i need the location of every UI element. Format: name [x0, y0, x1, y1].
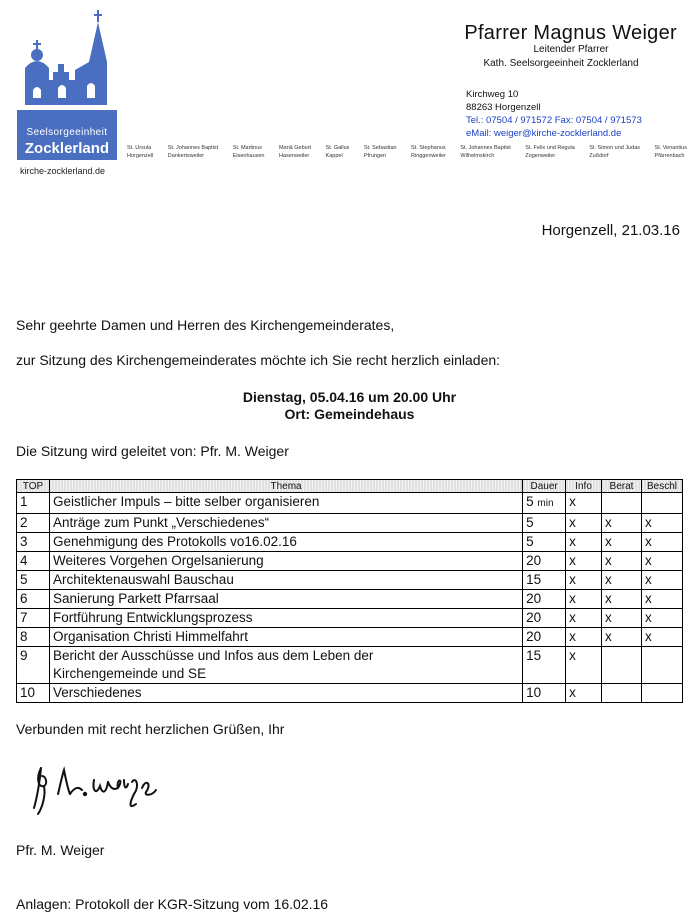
- table-header-row: [17, 480, 683, 493]
- parish-list: [127, 144, 687, 160]
- parish-item: St. Johannes Baptist Wilhelmskirch: [460, 145, 511, 159]
- logo-line2: Zocklerland: [24, 140, 110, 157]
- address-email[interactable]: eMail: weiger@kirche-zocklerland.de: [466, 128, 622, 139]
- table-row: 2 Anträge zum Punkt „Verschiedenes“ 5 x x x: [17, 514, 683, 533]
- sender-org: Kath. Seelsorgeeinheit Zocklerland: [483, 58, 639, 69]
- address-phone: Tel.: 07504 / 971572 Fax: 07504 / 971573: [466, 115, 642, 126]
- col-header-dauer: Dauer: [523, 480, 566, 493]
- letter-date: Horgenzell, 21.03.16: [541, 222, 680, 239]
- agenda-table: [16, 479, 683, 703]
- table-row: 1 Geistlicher Impuls – bitte selber organisieren 5 min x: [17, 493, 683, 514]
- table-row: 6 Sanierung Parkett Pfarrsaal 20 x x x: [17, 590, 683, 609]
- attachments: Anlagen: Protokoll der KGR-Sitzung vom 16.02.16: [16, 896, 329, 912]
- col-header-info: Info: [566, 480, 602, 493]
- invitation-text: zur Sitzung des Kirchengemeinderates möchte ich Sie recht herzlich einladen:: [16, 352, 501, 368]
- address-city: 88263 Horgenzell: [466, 102, 541, 113]
- table-row: 3 Genehmigung des Protokolls vo16.02.16 5 x x x: [17, 533, 683, 552]
- salutation: Sehr geehrte Damen und Herren des Kirchengemeinderates,: [16, 317, 395, 333]
- parish-item: St. Gallus Kappel: [325, 145, 350, 159]
- table-row: 7 Fortführung Entwicklungsprozess 20 x x x: [17, 609, 683, 628]
- sender-name: Pfarrer Magnus Weiger: [464, 22, 677, 44]
- sender-address: [466, 88, 642, 140]
- parish-item: Mariä Geburt Hasenweiler: [278, 145, 312, 159]
- parish-item: St. Simon und Judas Zußdorf: [589, 145, 641, 159]
- table-row: 4 Weiteres Vorgehen Orgelsanierung 20 x x x: [17, 552, 683, 571]
- sender-role: Leitender Pfarrer: [533, 44, 609, 55]
- col-header-thema: Thema: [49, 480, 522, 493]
- parish-item: St. Stephanus Ringgenweiler: [411, 145, 446, 159]
- meeting-datetime: Dienstag, 05.04.16 um 20.00 Uhr: [242, 389, 457, 405]
- table-row: 10 Verschiedenes 10 x: [17, 684, 683, 703]
- parish-item: St. Ursula Horgenzell: [127, 145, 154, 159]
- parish-item: St. Sebastian Pfrungen: [363, 145, 397, 159]
- logo-url: kirche-zocklerland.de: [20, 166, 106, 176]
- address-street: Kirchweg 10: [466, 89, 519, 100]
- table-row: 8 Organisation Christi Himmelfahrt 20 x x x: [17, 628, 683, 647]
- table-row: 9 Bericht der Ausschüsse und Infos aus dem Leben der Kirchengemeinde und SE 15 x: [17, 647, 683, 684]
- parish-item: St. Martinus Eisenhausen: [232, 145, 265, 159]
- parish-item: St. Venantius Pfärrenbach: [654, 145, 687, 159]
- handwritten-signature: [28, 764, 162, 816]
- meeting-location: Ort: Gemeindehaus: [284, 406, 415, 422]
- signer-name: Pfr. M. Weiger: [16, 842, 105, 858]
- parish-item: St. Johannes Baptist Dankertsweiler: [167, 145, 219, 159]
- table-row: 5 Architektenauswahl Bauschau 15 x x x: [17, 571, 683, 590]
- col-header-top: TOP: [17, 480, 50, 493]
- led-by: Die Sitzung wird geleitet von: Pfr. M. Weiger: [16, 443, 289, 459]
- closing-line: Verbunden mit recht herzlichen Grüßen, Ihr: [16, 721, 285, 737]
- col-header-beschl: Beschl: [641, 480, 682, 493]
- col-header-berat: Berat: [602, 480, 642, 493]
- logo-line1: Seelsorgeeinheit: [26, 127, 108, 138]
- parish-item: St. Felix und Regula Zogenweiler: [525, 145, 575, 159]
